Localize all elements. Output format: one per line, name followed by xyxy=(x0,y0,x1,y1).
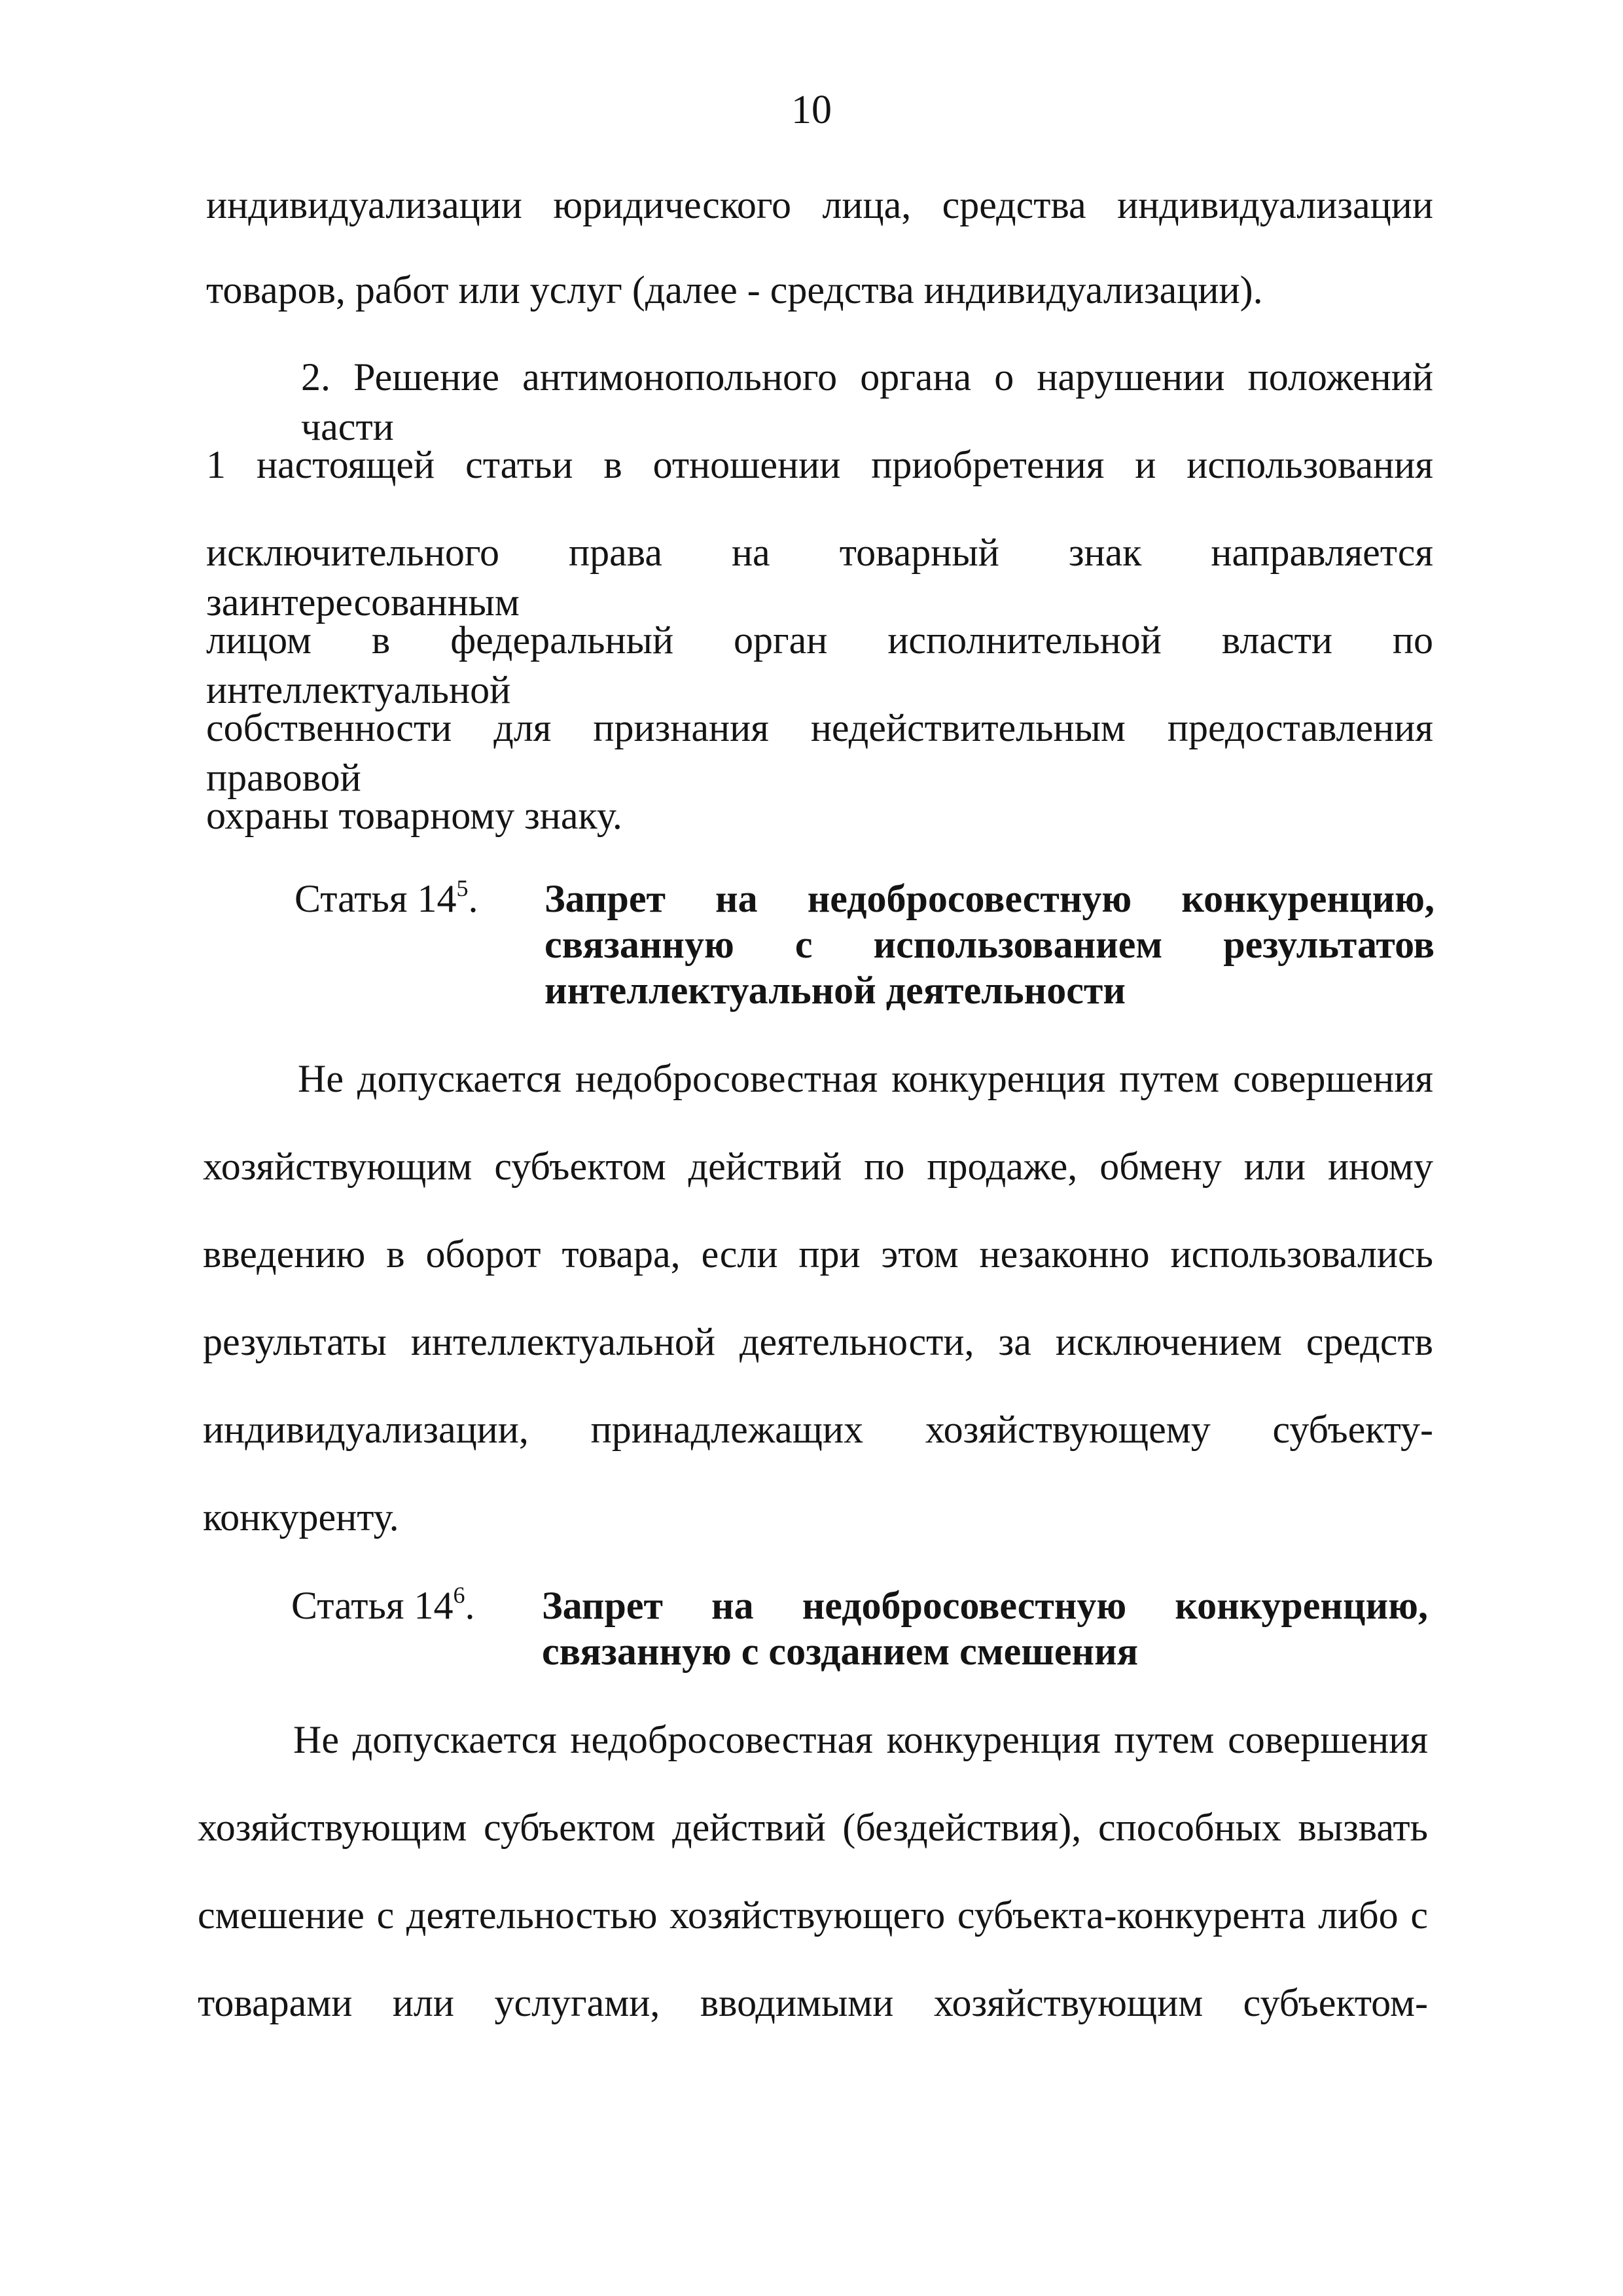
article2-title-line-1: Запрет на недобросовестную конкуренцию, xyxy=(542,1584,1428,1627)
para1-line-1: индивидуализации юридического лица, средства индивидуализации xyxy=(206,183,1433,226)
article2-title-line-2: связанную с созданием смешения xyxy=(542,1630,1139,1673)
para2-line-6: охраны товарному знаку. xyxy=(206,794,622,837)
article1-body-line-2: хозяйствующим субъектом действий по продаже, обмену или иному xyxy=(203,1145,1433,1188)
article1-label-end: . xyxy=(468,877,478,920)
article1-body-line-4: результаты интеллектуальной деятельности, за исключением средств xyxy=(203,1320,1433,1363)
article2-body-line-2: хозяйствующим субъектом действий (бездействия), способных вызвать xyxy=(198,1806,1428,1849)
article2-body-line-3: смешение с деятельностью хозяйствующего субъекта-конкурента либо с xyxy=(198,1893,1428,1937)
article1-label-text: Статья 14 xyxy=(294,877,457,920)
article2-label-end: . xyxy=(465,1584,475,1627)
para2-line-5: собственности для признания недействительным предоставления правовой xyxy=(206,706,1433,799)
article1-body-line-1: Не допускается недобросовестная конкуренция путем совершения xyxy=(298,1057,1433,1100)
article1-title-line-3: интеллектуальной деятельности xyxy=(544,969,1126,1012)
para1-line-2: товаров, работ или услуг (далее - средства индивидуализации). xyxy=(206,268,1263,312)
article1-label xyxy=(294,876,478,922)
article1-body-line-6: конкуренту. xyxy=(203,1496,399,1539)
article1-body-line-5: индивидуализации, принадлежащих хозяйствующему субъекту- xyxy=(203,1408,1433,1451)
para2-line-3: исключительного права на товарный знак направляется заинтересованным xyxy=(206,531,1433,624)
article1-body-line-3: введению в оборот товара, если при этом незаконно использовались xyxy=(203,1232,1433,1276)
article1-title-line-2: связанную с использованием результатов xyxy=(544,923,1435,966)
article2-body-line-4: товарами или услугами, вводимыми хозяйствующим субъектом- xyxy=(198,1981,1428,2024)
article1-label-sup: 5 xyxy=(456,875,469,901)
para2-line-2: 1 настоящей статьи в отношении приобретения и использования xyxy=(206,443,1433,486)
article2-label-text: Статья 14 xyxy=(291,1584,454,1627)
article2-label xyxy=(291,1583,474,1628)
article1-title-line-1: Запрет на недобросовестную конкуренцию, xyxy=(544,877,1435,920)
page-number: 10 xyxy=(791,88,832,132)
para2-line-4: лицом в федеральный орган исполнительной власти по интеллектуальной xyxy=(206,619,1433,711)
para2-line-1: 2. Решение антимонопольного органа о нарушении положений части xyxy=(301,355,1433,448)
article2-label-sup: 6 xyxy=(453,1582,465,1608)
article2-body-line-1: Не допускается недобросовестная конкуренция путем совершения xyxy=(293,1718,1428,1761)
